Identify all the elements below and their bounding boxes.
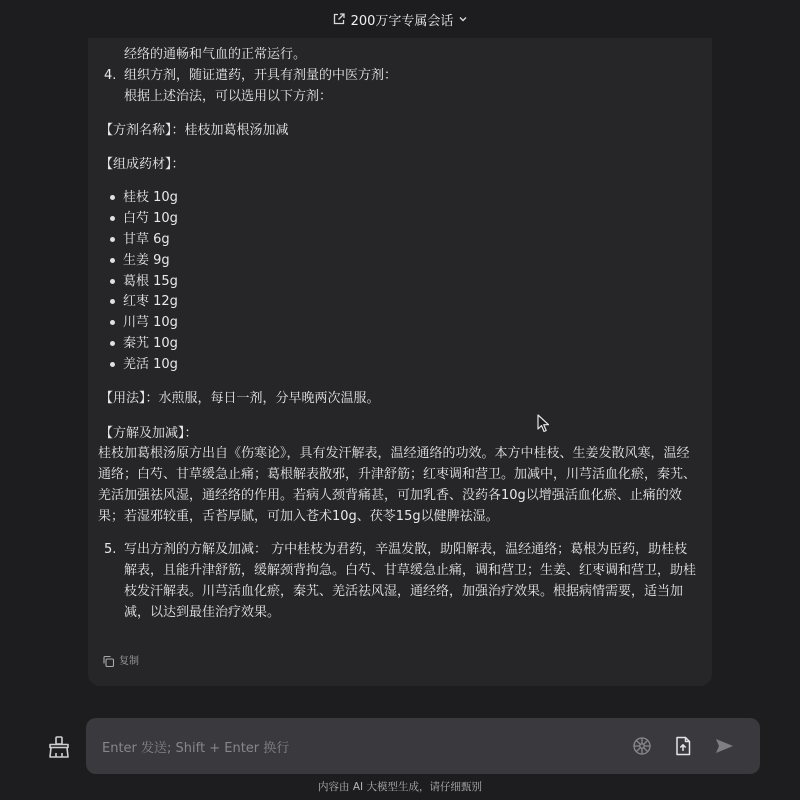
network-icon[interactable]	[631, 735, 653, 757]
explain-paragraph: 桂枝加葛根汤原方出自《伤寒论》，具有发汗解表，温经通络的功效。本方中桂枝、生姜发散风寒，温经通络；白芍、甘草缓急止痛；葛根解表散邪，升津舒筋；红枣调和营卫。加减中，川芎活血化瘀，秦艽、羌活加强祛风湿，通经络的作用。若病人颈背痛甚，可加乳香、没药各10g以增强活血化瘀、止痛的效果；若湿邪较重，舌苔厚腻，可加入苍术10g、茯苓15g以健脾祛湿。	[98, 446, 697, 524]
message-line: 经络的通畅和气血的正常运行。	[124, 47, 307, 62]
list-item: 川芎 10g	[110, 312, 178, 333]
bullet-icon	[110, 279, 115, 284]
bullet-icon	[110, 320, 115, 325]
formula-name: 【方剂名称】：桂枝加葛根汤加减	[100, 123, 289, 138]
ingredients-label: 【组成药材】：	[100, 157, 185, 172]
list-item: 羌活 10g	[110, 354, 178, 375]
bullet-icon	[110, 258, 115, 263]
list-item: 白芍 10g	[110, 208, 178, 229]
explain-label: 【方解及加减】：	[100, 426, 198, 441]
conversation-title-bar[interactable]	[0, 0, 800, 38]
chat-input-bar[interactable]	[86, 718, 760, 774]
bullet-icon	[110, 237, 115, 242]
message-input[interactable]: Enter 发送; Shift + Enter 换行	[102, 741, 290, 756]
broom-icon[interactable]	[46, 735, 72, 759]
mouse-cursor-icon	[537, 414, 551, 434]
conversation-title: 200万字专属会话	[350, 13, 454, 29]
list-item: 甘草 6g	[110, 229, 178, 250]
bullet-icon	[110, 195, 115, 200]
copy-button[interactable]	[102, 651, 139, 672]
bullet-icon	[110, 362, 115, 367]
upload-file-icon[interactable]	[672, 735, 694, 757]
list-item: 桂枝 10g	[110, 187, 178, 208]
assistant-message	[88, 38, 712, 686]
list-number: 4.	[104, 68, 117, 83]
external-link-icon	[332, 12, 346, 26]
list-item-text: 组织方剂，随证遣药，开具有剂量的中医方剂：	[124, 68, 398, 83]
chevron-down-icon	[458, 14, 468, 24]
list-number: 5.	[104, 542, 117, 557]
list-item: 生姜 9g	[110, 250, 178, 271]
list-item: 葛根 15g	[110, 271, 178, 292]
bullet-icon	[110, 299, 115, 304]
ingredients-list	[110, 187, 178, 375]
bullet-icon	[110, 216, 115, 221]
bullet-icon	[110, 341, 115, 346]
list-item: 红枣 12g	[110, 291, 178, 312]
list-item-subtext: 根据上述治法，可以选用以下方剂：	[124, 89, 333, 104]
ai-disclaimer: 内容由 AI 大模型生成，请仔细甄别	[318, 781, 482, 793]
send-icon[interactable]	[713, 735, 735, 757]
copy-label: 复制	[119, 656, 139, 667]
usage-text: 【用法】：水煎服，每日一剂，分早晚两次温服。	[100, 391, 380, 406]
list-item-text: 写出方剂的方解及加减： 方中桂枝为君药，辛温发散，助阳解表，温经通络；葛根为臣药，助桂枝解表，且能升津舒筋，缓解颈背拘急。白芍、甘草缓急止痛，调和营卫；生姜、红枣调和营卫，助桂枝发汗解表。川芎活血化瘀，秦艽、羌活祛风湿，通经络，加强治疗效果。根据病情需要，适当加减，以达到最佳治疗效果。	[124, 542, 697, 620]
copy-icon	[102, 655, 115, 668]
list-item: 秦艽 10g	[110, 333, 178, 354]
